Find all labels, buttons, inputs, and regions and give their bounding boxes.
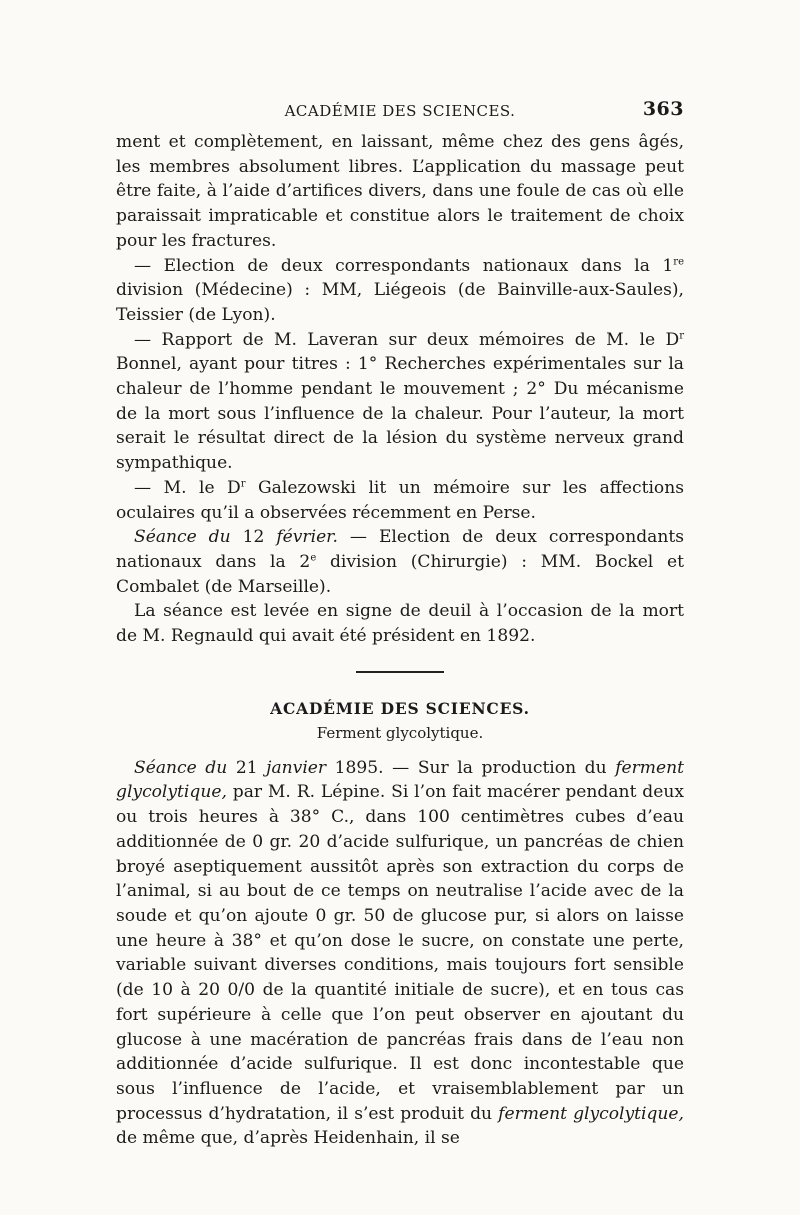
superscript: r xyxy=(240,478,246,490)
text-run: — Election de deux correspondants nationaux dans la 1 xyxy=(134,255,674,276)
text-run: division (Médecine) : MM, Liégeois (de Bainville-aux-Saules), Teissier (de Lyon). xyxy=(116,280,684,325)
text-run: — M. le D xyxy=(134,477,241,498)
paragraph xyxy=(116,254,684,328)
running-head-title: ACADÉMIE DES SCIENCES. xyxy=(284,102,516,120)
page-number: 363 xyxy=(642,98,684,120)
superscript: e xyxy=(310,552,317,564)
italic-run: janvier xyxy=(266,757,327,778)
text-run: de même que, d’après Heidenhain, il se xyxy=(116,1128,460,1149)
section-divider xyxy=(356,671,444,673)
paragraph: La séance est levée en signe de deuil à l’occasion de la mort de M. Regnauld qui avait été président en 1892. xyxy=(116,601,684,647)
italic-run: ferment glycolytique, xyxy=(116,757,685,803)
running-head xyxy=(116,96,684,130)
paragraph: ment et complètement, en laissant, même chez des gens âgés, les membres absolument libres. L’application du massage peut être faite, à l’aide d’artifices divers, dans une foule de cas où elle paraissait impraticable et constitue alors le traitement de choix pour les fractures. xyxy=(116,132,684,251)
text-run: 12 xyxy=(230,527,277,548)
text-run: — Rapport de M. Laveran sur deux mémoires de M. le D xyxy=(134,329,680,350)
body-text-section-2 xyxy=(116,756,684,1151)
italic-run: Séance du xyxy=(134,527,231,548)
italic-run: Séance du xyxy=(134,757,228,778)
text-run: par M. R. Lépine. Si l’on fait macérer pendant deux ou trois heures à 38° C., dans 100 centimètres cubes d’eau additionnée de 0 gr. 20 d’acide sulfurique, un pancréas de chien broyé aseptiquement aussitôt après son extraction du corps de l’animal, si au bout de ce temps on neutralise l’acide avec de la soude et qu’on ajoute 0 gr. 50 de glucose pur, si alors on laisse une heure à 38° et qu’on dose le sucre, on constate une perte, variable suivant diverses conditions, mais toujours fort sensible (de 10 à 20 0/0 de la quantité initiale de sucre), et en tous cas fort supérieure à celle que l’on peut observer en ajoutant du glucose à une macération de pancréas frais dans de l’eau non additionnée d’acide sulfurique. Il est donc incontestable que sous l’influence de l’acide, et vraisemblablement par un processus d’hydratation, il s’est produit du xyxy=(116,782,684,1124)
text-run: — Election de deux correspondants nationaux dans la 2 xyxy=(116,527,684,572)
italic-run: février. xyxy=(276,527,338,548)
superscript: re xyxy=(673,255,684,267)
paragraph xyxy=(116,525,684,599)
text-run: Bonnel, ayant pour titres : 1° Recherches expérimentales sur la chaleur de l’homme pendant le mouvement ; 2° Du mécanisme de la mort sous l’influence de la chaleur. Pour l’auteur, la mort serait le résultat direct de la lésion du système nerveux grand sympathique. xyxy=(116,354,684,474)
text-run: division (Chirurgie) : MM. Bockel et Combalet (de Marseille). xyxy=(116,551,684,597)
body-text-section-1 xyxy=(116,130,684,649)
section-title: ACADÉMIE DES SCIENCES. xyxy=(270,698,530,718)
text-run: Galezowski lit un mémoire sur les affections oculaires qu’il a observées récemment en Perse. xyxy=(116,477,684,523)
italic-run: ferment glycolytique, xyxy=(498,1103,684,1124)
text-run: 21 xyxy=(227,757,267,778)
paragraph xyxy=(116,328,684,476)
paragraph xyxy=(116,476,684,525)
page xyxy=(116,96,684,1151)
section-subtitle: Ferment glycolytique. xyxy=(316,723,484,742)
superscript: r xyxy=(679,329,684,341)
paragraph xyxy=(116,756,684,1151)
text-run: 1895. — Sur la production du xyxy=(326,757,616,778)
